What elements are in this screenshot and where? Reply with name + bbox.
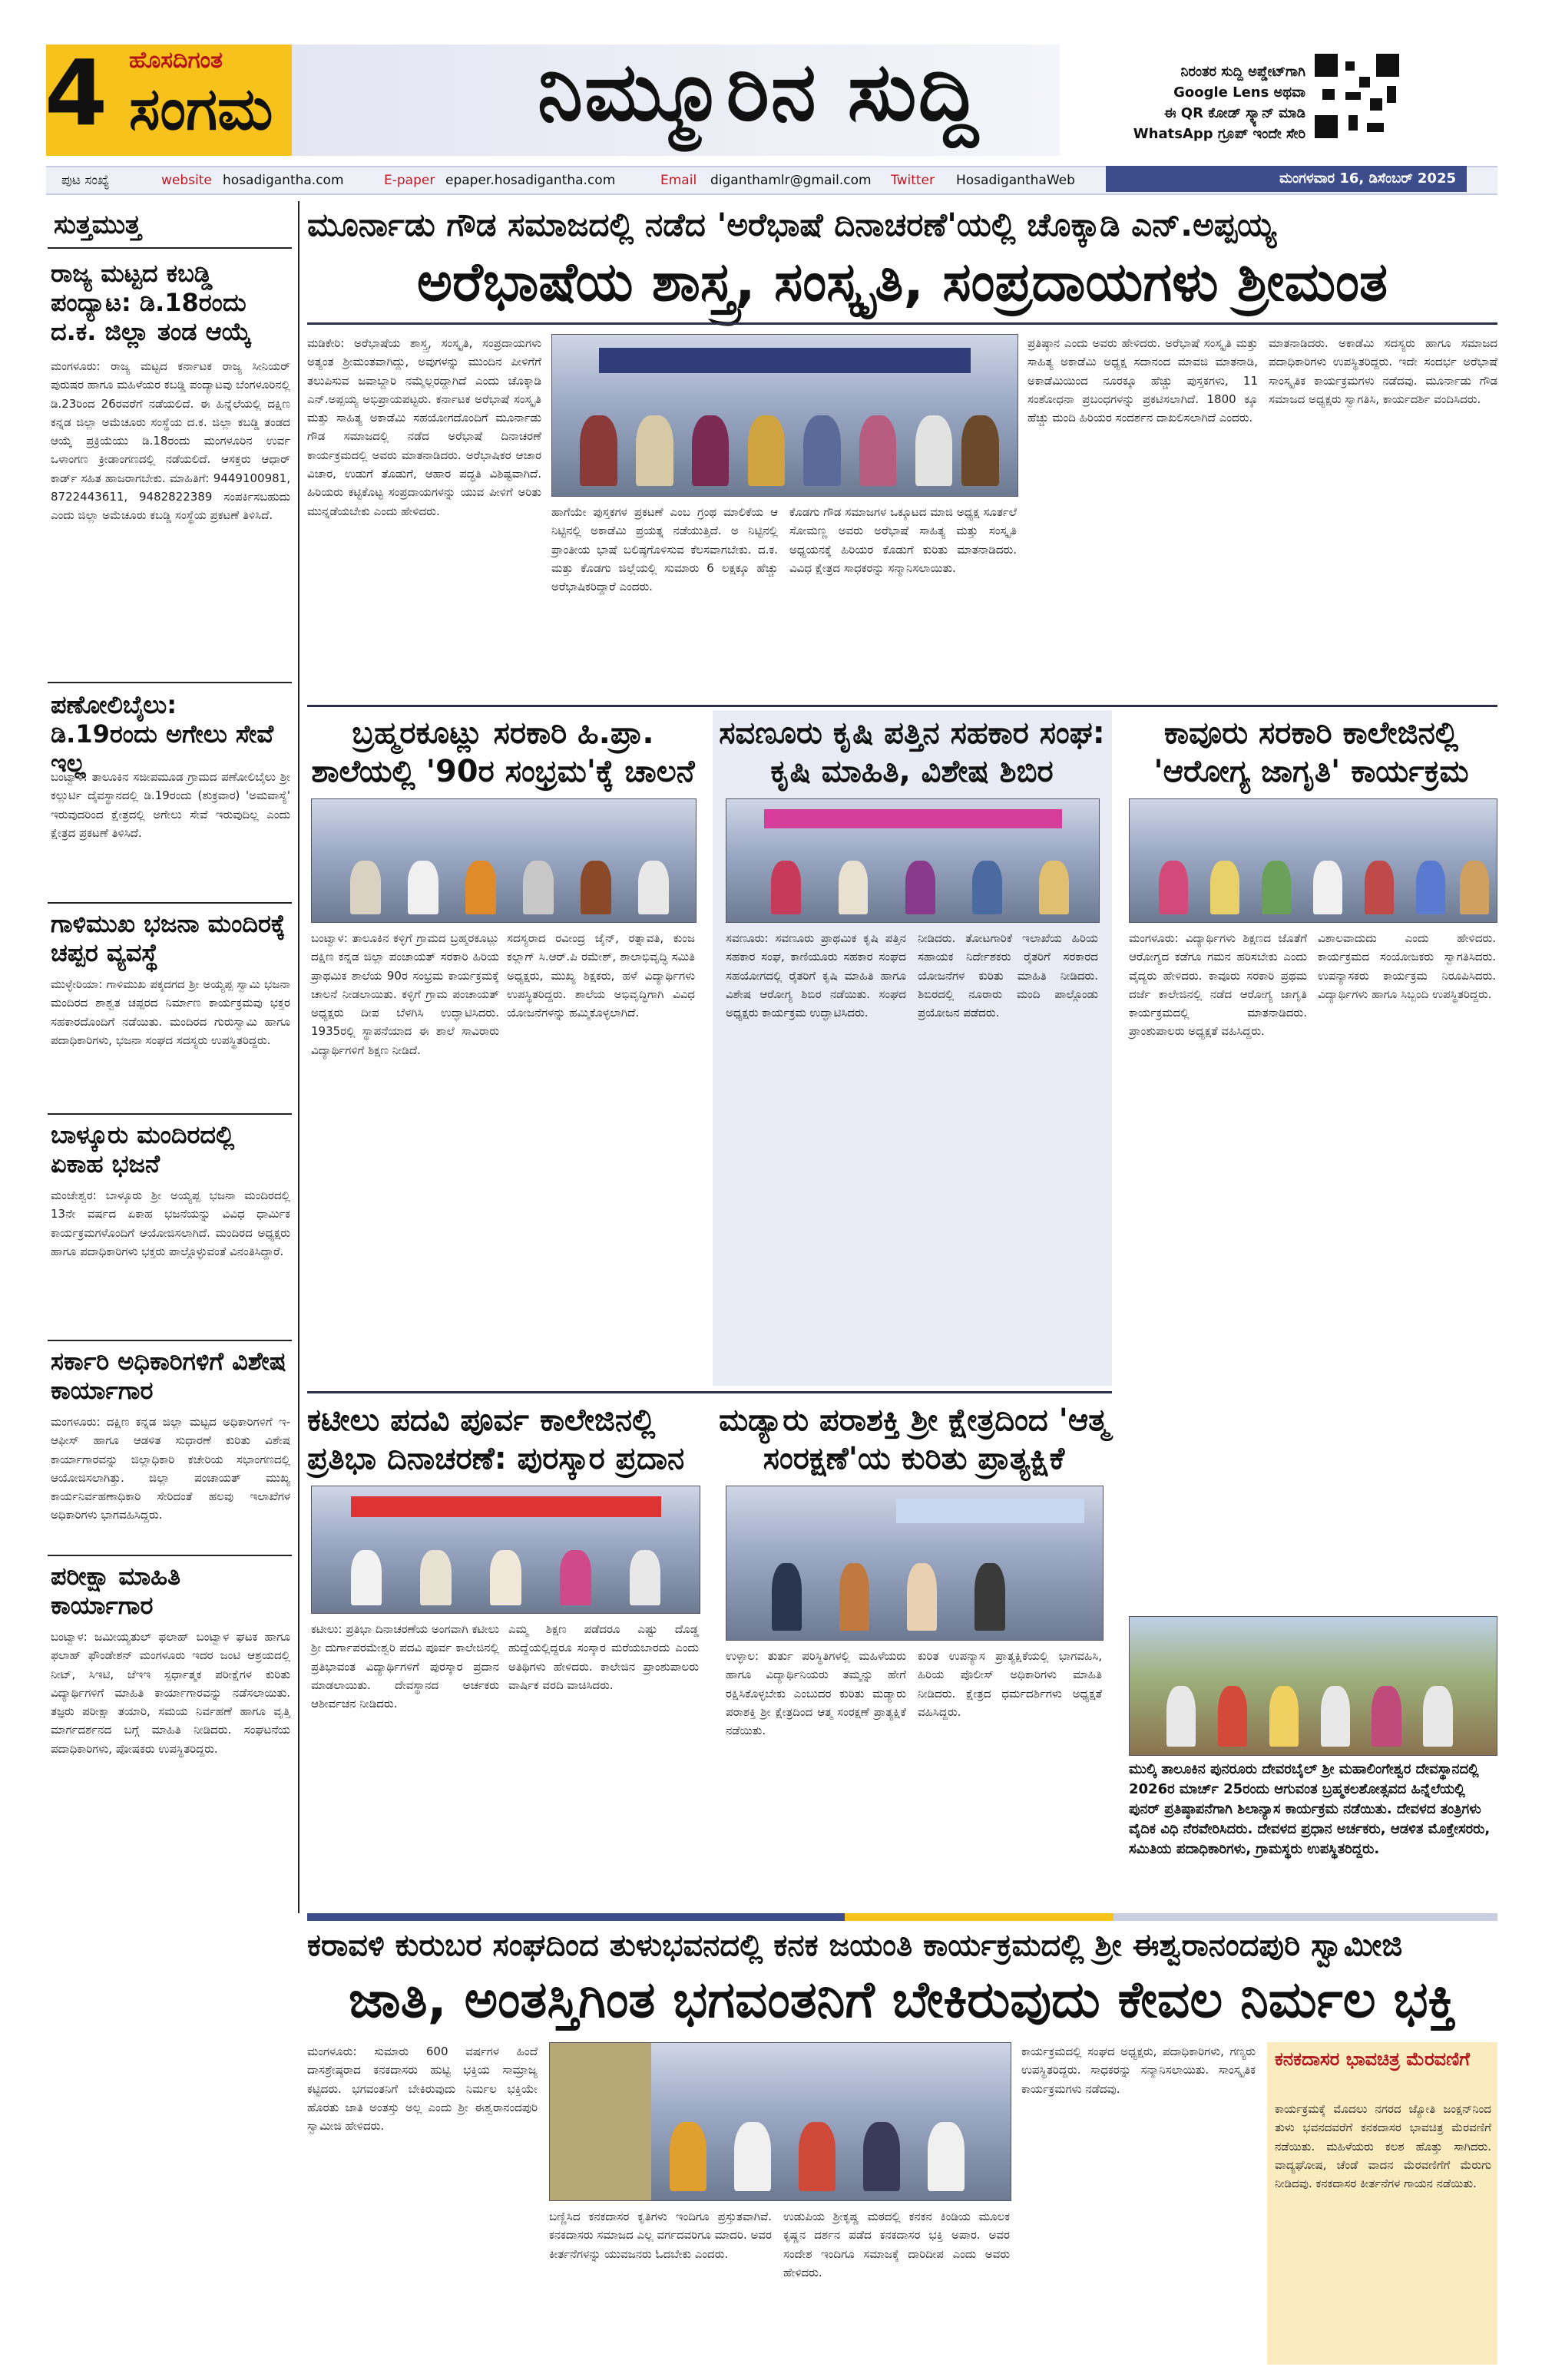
story-body: ಎಮ್ಮ ಶಿಕ್ಷಣ ಪಡೆದರೂ ಎಷ್ಟು ದೊಡ್ಡ ಹುದ್ದೆಯಲ್ಲಿದ್ದರೂ ಸಂಸ್ಕಾರ ಮರೆಯಬಾರದು ಎಂದು ಅತಿಥಿಗಳು ಹೇಳಿದರು. ಕಾಲೇಜಿನ ಪ್ರಾಂಶುಪಾಲರು ವಾರ್ಷಿಕ ವರದಿ ವಾಚಿಸಿದರು. (508, 1622, 699, 1692)
bottom-body: ಉಡುಪಿಯ ಶ್ರೀಕೃಷ್ಣ ಮಠದಲ್ಲಿ ಕನಕನ ಕಿಂಡಿಯ ಮೂಲಕ ಕೃಷ್ಣನ ದರ್ಶನ ಪಡೆದ ಕನಕದಾಸರ ಭಕ್ತಿ ಅಪಾರ. ಅವರ ಸಂದೇಶ ಇಂದಿಗೂ ಸಮಾಜಕ್ಕೆ ದಾರಿದೀಪ ಎಂದು ಅವರು ಹೇಳಿದರು. (783, 2210, 1010, 2279)
bottom-body: ಮಂಗಳೂರು: ಸುಮಾರು 600 ವರ್ಷಗಳ ಹಿಂದೆ ದಾಸಶ್ರೇಷ್ಠರಾದ ಕನಕದಾಸರು ಹುಟ್ಟಿ ಭಕ್ತಿಯ ಸಾಮ್ರಾಜ್ಯ ಕಟ್ಟಿದರು. ಭಗವಂತನಿಗೆ ಬೇಕಿರುವುದು ನಿರ್ಮಲ ಭಕ್ತಿಯೇ ಹೊರತು ಜಾತಿ ಅಂತಸ್ತು ಅಲ್ಲ ಎಂದು ಶ್ರೀ ಈಶ್ವರಾನಂದಪುರಿ ಸ್ವಾಮೀಜಿ ಹೇಳಿದರು. (307, 2044, 538, 2134)
accent-stripe (307, 1913, 845, 1921)
promo-line: Google Lens ಅಥವಾ (1173, 84, 1305, 101)
promo-line: WhatsApp ಗ್ರೂಪ್ ಇಂದೇ ಸೇರಿ (1133, 126, 1305, 142)
lead-headline: ಅರೆಭಾಷೆಯ ಶಾಸ್ತ್ರ, ಸಂಸ್ಕೃತಿ, ಸಂಪ್ರದಾಯಗಳು ಶ್ರೀಮಂತ (416, 250, 1388, 313)
bottom-kicker: ಕರಾವಳಿ ಕುರುಬರ ಸಂಘದಿಂದ ತುಳುಭವನದಲ್ಲಿ ಕನಕ ಜಯಂತಿ ಕಾರ್ಯಕ್ರಮದಲ್ಲಿ ಶ್ರೀ ಈಶ್ವರಾನಂದಪುರಿ ಸ್ವಾಮೀಜಿ (307, 1928, 1403, 1963)
brand-top: ಹೊಸದಿಗಂತ (129, 47, 223, 74)
divider (307, 322, 1497, 325)
temple-photo (1129, 1616, 1497, 1756)
story-body: ಸದಸ್ಯರಾದ ರವೀಂದ್ರ ಜೈನ್, ರತ್ನಾವತಿ, ಕುಂಜ ಕಲ್ಲಾಗ್ ಸಿ.ಆರ್.ಪಿ ರಮೇಶ್, ಶಾಲಾಭಿವೃದ್ಧಿ ಸಮಿತಿ ಅಧ್ಯಕ್ಷರು, ಮುಖ್ಯ ಶಿಕ್ಷಕರು, ಹಳೆ ವಿದ್ಯಾರ್ಥಿಗಳು ಉಪಸ್ಥಿತರಿದ್ದರು. ಶಾಲೆಯ ಅಭಿವೃದ್ಧಿಗಾಗಿ ವಿವಿಧ ಯೋಜನೆಗಳನ್ನು ಹಮ್ಮಿಕೊಳ್ಳಲಾಗಿದೆ. (507, 931, 695, 1020)
page-number: 4 (45, 40, 108, 146)
column-brand: ಸುತ್ತಮುತ್ತ (54, 210, 141, 240)
divider (48, 902, 292, 904)
story-body: ಕಟೀಲು: ಪ್ರತಿಭಾ ದಿನಾಚರಣೆಯ ಅಂಗವಾಗಿ ಕಟೀಲು ಶ್ರೀ ದುರ್ಗಾಪರಮೇಶ್ವರಿ ಪದವಿ ಪೂರ್ವ ಕಾಲೇಜಿನಲ್ಲಿ ಪ್ರತಿಭಾವಂತ ವಿದ್ಯಾರ್ಥಿಗಳಿಗೆ ಪುರಸ್ಕಾರ ಪ್ರದಾನ ಮಾಡಲಾಯಿತು. ದೇವಸ್ಥಾನದ ಅರ್ಚಕರು ಆಶೀರ್ವಚನ ನೀಡಿದರು. (311, 1622, 499, 1711)
story-body: ಕುರಿತ ಉಪನ್ಯಾಸ ಪ್ರಾತ್ಯಕ್ಷಿಕೆಯಲ್ಲಿ ಭಾಗವಹಿಸಿ, ಹಿರಿಯ ಪೊಲೀಸ್ ಅಧಿಕಾರಿಗಳು ಮಾಹಿತಿ ನೀಡಿದರು. ಕ್ಷೇತ್ರದ ಧರ್ಮದರ್ಶಿಗಳು ಅಧ್ಯಕ್ಷತೆ ವಹಿಸಿದ್ದರು. (918, 1649, 1102, 1719)
page-label: ಪುಟ ಸಂಖ್ಯೆ (61, 173, 110, 188)
twitter-link[interactable]: HosadiganthaWeb (956, 173, 1075, 188)
paper-title: ನಿಮ್ಮೂರಿನ ಸುದ್ದಿ (538, 45, 980, 139)
divider (48, 682, 292, 683)
story-headline: ಮಡ್ಯಾರು ಪರಾಶಕ್ತಿ ಶ್ರೀ ಕ್ಷೇತ್ರದಿಂದ 'ಆತ್ಮ ಸಂರಕ್ಷಣೆ'ಯ ಕುರಿತು ಪ್ರಾತ್ಯಕ್ಷಿಕೆ (719, 1403, 1109, 1476)
brand-name: ಸಂಗಮ (129, 74, 273, 143)
accent-stripe (845, 1913, 1113, 1921)
story-photo (726, 1486, 1104, 1641)
story-photo (311, 798, 697, 923)
left-item-headline: ಪರೀಕ್ಷಾ ಮಾಹಿತಿ ಕಾರ್ಯಾಗಾರ (51, 1562, 181, 1620)
left-item-headline: ಪಣೋಲಿಬೈಲು: ಡಿ.19ರಂದು ಅಗೇಲು ಸೇವೆ ಇಲ್ಲ (51, 690, 274, 778)
twitter-label: Twitter (891, 173, 935, 188)
story-body: ಬಂಟ್ವಾಳ: ತಾಲೂಕಿನ ಕಳ್ಳಿಗೆ ಗ್ರಾಮದ ಬ್ರಹ್ಮರಕೂಟ್ಲು ದಕ್ಷಿಣ ಕನ್ನಡ ಜಿಲ್ಲಾ ಪಂಚಾಯತ್ ಸರಕಾರಿ ಹಿರಿಯ ಪ್ರಾಥಮಿಕ ಶಾಲೆಯ 90ರ ಸಂಭ್ರಮ ಕಾರ್ಯಕ್ರಮಕ್ಕೆ ಚಾಲನೆ ನೀಡಲಾಯಿತು. ಕಳ್ಳಿಗೆ ಗ್ರಾಮ ಪಂಚಾಯತ್ ಅಧ್ಯಕ್ಷರು ದೀಪ ಬೆಳಗಿಸಿ ಉದ್ಘಾಟಿಸಿದರು. 1935ರಲ್ಲಿ ಸ್ಥಾಪನೆಯಾದ ಈ ಶಾಲೆ ಸಾವಿರಾರು ವಿದ್ಯಾರ್ಥಿಗಳಿಗೆ ಶಿಕ್ಷಣ ನೀಡಿದೆ. (311, 931, 499, 1057)
website-link[interactable]: hosadigantha.com (223, 173, 344, 188)
divider (307, 1391, 1112, 1393)
promo-line: ನಿರಂತರ ಸುದ್ದಿ ಅಪ್ಡೇಟ್‌ಗಾಗಿ (1180, 64, 1305, 80)
email-link[interactable]: diganthamlr@gmail.com (710, 173, 872, 188)
lead-body: ಮಡಿಕೇರಿ: ಅರೆಭಾಷೆಯ ಶಾಸ್ತ್ರ, ಸಂಸ್ಕೃತಿ, ಸಂಪ್ರದಾಯಗಳು ಅತ್ಯಂತ ಶ್ರೀಮಂತವಾಗಿದ್ದು, ಅವುಗಳನ್ನು ಮುಂದಿನ ಪೀಳಿಗೆಗೆ ತಲುಪಿಸುವ ಜವಾಬ್ದಾರಿ ನಮ್ಮೆಲ್ಲರದ್ದಾಗಿದೆ ಎಂದು ಚೊಕ್ಕಾಡಿ ಎನ್.ಅಪ್ಪಯ್ಯ ಅಭಿಪ್ರಾಯಪಟ್ಟರು. ಕರ್ನಾಟಕ ಅರೆಭಾಷೆ ಸಂಸ್ಕೃತಿ ಮತ್ತು ಸಾಹಿತ್ಯ ಅಕಾಡೆಮಿ ಸಹಯೋಗದೊಂದಿಗೆ ಮೂರ್ನಾಡು ಗೌಡ ಸಮಾಜದಲ್ಲಿ ನಡೆದ ಅರೆಭಾಷೆ ದಿನಾಚರಣೆ ಕಾರ್ಯಕ್ರಮದಲ್ಲಿ ಅವರು ಮಾತನಾಡಿದರು. ಅರೆಭಾಷಿಕರ ಆಚಾರ ವಿಚಾರ, ಉಡುಗೆ ತೊಡುಗೆ, ಆಹಾರ ಪದ್ಧತಿ ವಿಶಿಷ್ಟವಾಗಿದೆ. ಹಿರಿಯರು ಕಟ್ಟಿಕೊಟ್ಟ ಸಂಪ್ರದಾಯಗಳನ್ನು ಯುವ ಪೀಳಿಗೆ ಅರಿತು ಮುನ್ನಡೆಯಬೇಕು ಎಂದು ಹೇಳಿದರು. (307, 336, 541, 518)
left-item-headline: ರಾಜ್ಯ ಮಟ್ಟದ ಕಬಡ್ಡಿ ಪಂದ್ಯಾಟ: ಡಿ.18ರಂದು ದ.ಕ. ಜಿಲ್ಲಾ ತಂಡ ಆಯ್ಕೆ (51, 259, 252, 346)
bottom-body: ಬಣ್ಣಿಸಿದ ಕನಕದಾಸರ ಕೃತಿಗಳು ಇಂದಿಗೂ ಪ್ರಸ್ತುತವಾಗಿವೆ. ಕನಕದಾಸರು ಸಮಾಜದ ಎಲ್ಲ ವರ್ಗದವರಿಗೂ ಮಾದರಿ. ಅವರ ಕೀರ್ತನೆಗಳನ್ನು ಯುವಜನರು ಓದಬೇಕು ಎಂದರು. (549, 2210, 772, 2261)
lead-body: ಕೊಡಗು ಗೌಡ ಸಮಾಜಗಳ ಒಕ್ಕೂಟದ ಮಾಜಿ ಅಧ್ಯಕ್ಷ ಸೂರ್ತಲೆ ಸೋಮಣ್ಣ ಅವರು ಅರೆಭಾಷೆ ಸಾಹಿತ್ಯ ಮತ್ತು ಸಂಸ್ಕೃತಿ ಅಧ್ಯಯನಕ್ಕೆ ಹಿರಿಯರ ಕೊಡುಗೆ ಕುರಿತು ಮಾತನಾಡಿದರು. ವಿವಿಧ ಕ್ಷೇತ್ರದ ಸಾಧಕರನ್ನು ಸನ್ಮಾನಿಸಲಾಯಿತು. (789, 505, 1017, 575)
story-headline: ಕಾವೂರು ಸರಕಾರಿ ಕಾಲೇಜಿನಲ್ಲಿ 'ಆರೋಗ್ಯ ಜಾಗೃತಿ' ಕಾರ್ಯಕ್ರಮ (1153, 716, 1469, 789)
lead-photo (551, 334, 1018, 497)
left-item-body: ಮಂಜೇಶ್ವರ: ಬಾಳ್ಕೂರು ಶ್ರೀ ಅಯ್ಯಪ್ಪ ಭಜನಾ ಮಂದಿರದಲ್ಲಿ 13ನೇ ವರ್ಷದ ಏಕಾಹ ಭಜನೆಯನ್ನು ವಿವಿಧ ಧಾರ್ಮಿಕ ಕಾರ್ಯಕ್ರಮಗಳೊಂದಿಗೆ ಆಯೋಜಿಸಲಾಗಿದೆ. ಮಂದಿರದ ಅಧ್ಯಕ್ಷರು ಹಾಗೂ ಪದಾಧಿಕಾರಿಗಳು ಭಕ್ತರು ಪಾಲ್ಗೊಳ್ಳುವಂತೆ ವಿನಂತಿಸಿದ್ದಾರೆ. (51, 1188, 290, 1258)
left-item-body: ಬಂಟ್ವಾಳ: ಜಮೀಯ್ಯತುಲ್ ಫಲಾಹ್ ಬಂಟ್ವಾಳ ಘಟಕ ಹಾಗೂ ಫಲಾಹ್ ಫೌಂಡೇಶನ್ ಮಂಗಳೂರು ಇದರ ಜಂಟಿ ಆಶ್ರಯದಲ್ಲಿ ನೀಟ್, ಸಿಇಟಿ, ಜೆಇಇ ಸ್ಪರ್ಧಾತ್ಮಕ ಪರೀಕ್ಷೆಗಳ ಕುರಿತು ವಿದ್ಯಾರ್ಥಿಗಳಿಗೆ ಮಾಹಿತಿ ಕಾರ್ಯಾಗಾರವನ್ನು ನಡೆಸಲಾಯಿತು. ತಜ್ಞರು ಪರೀಕ್ಷಾ ತಯಾರಿ, ಸಮಯ ನಿರ್ವಹಣೆ ಹಾಗೂ ವೃತ್ತಿ ಮಾರ್ಗದರ್ಶನದ ಬಗ್ಗೆ ಮಾಹಿತಿ ನೀಡಿದರು. ಸಂಘಟನೆಯ ಪದಾಧಿಕಾರಿಗಳು, ಪೋಷಕರು ಉಪಸ್ಥಿತರಿದ್ದರು. (51, 1630, 290, 1756)
sidebox-title: ಕನಕದಾಸರ ಭಾವಚಿತ್ರ ಮೆರವಣಿಗೆ (1275, 2048, 1471, 2070)
bottom-photo (549, 2042, 1011, 2201)
accent-stripe (1113, 1913, 1497, 1921)
divider (48, 1555, 292, 1556)
divider (48, 1340, 292, 1341)
lead-body: ಪ್ರತಿಷ್ಠಾನ ಎಂದು ಅವರು ಹೇಳಿದರು. ಅರೆಭಾಷೆ ಸಂಸ್ಕೃತಿ ಮತ್ತು ಸಾಹಿತ್ಯ ಅಕಾಡೆಮಿ ಅಧ್ಯಕ್ಷ ಸದಾನಂದ ಮಾವಜಿ ಮಾತನಾಡಿ, ಅಕಾಡೆಮಿಯಿಂದ ನೂರಕ್ಕೂ ಹೆಚ್ಚು ಪುಸ್ತಕಗಳು, 11 ಸಂಶೋಧನಾ ಪ್ರಬಂಧಗಳನ್ನು ಪ್ರಕಟಿಸಲಾಗಿದೆ. 1800 ಕ್ಕೂ ಹೆಚ್ಚು ಮಂದಿ ಹಿರಿಯರ ಸಂದರ್ಶನ ದಾಖಲಿಸಲಾಗಿದೆ ಎಂದರು. (1027, 336, 1258, 425)
email-label: Email (660, 173, 697, 188)
left-item-headline: ಬಾಳ್ಕೂರು ಮಂದಿರದಲ್ಲಿ ಏಕಾಹ ಭಜನೆ (51, 1120, 235, 1178)
lead-body: ಮಾತನಾಡಿದರು. ಅಕಾಡೆಮಿ ಸದಸ್ಯರು ಹಾಗೂ ಸಮಾಜದ ಪದಾಧಿಕಾರಿಗಳು ಉಪಸ್ಥಿತರಿದ್ದರು. ಇದೇ ಸಂದರ್ಭ ಅರೆಭಾಷೆ ಸಾಂಸ್ಕೃತಿಕ ಕಾರ್ಯಕ್ರಮಗಳು ನಡೆದವು. ಮೂರ್ನಾಡು ಗೌಡ ಸಮಾಜದ ಅಧ್ಯಕ್ಷರು ಸ್ವಾಗತಿಸಿ, ಕಾರ್ಯದರ್ಶಿ ವಂದಿಸಿದರು. (1269, 336, 1497, 406)
qr-promo-text (1090, 61, 1305, 144)
epaper-link[interactable]: epaper.hosadigantha.com (445, 173, 616, 188)
sidebox (1267, 2042, 1497, 2365)
issue-date: ಮಂಗಳವಾರ 16, ಡಿಸೆಂಬರ್ 2025 (1106, 166, 1467, 192)
divider (48, 1113, 292, 1115)
story-body: ನೀಡಿದರು. ತೋಟಗಾರಿಕೆ ಇಲಾಖೆಯ ಹಿರಿಯ ಸಹಾಯಕ ನಿರ್ದೇಶಕರು ರೈತರಿಗೆ ಸರಕಾರದ ಯೋಜನೆಗಳ ಕುರಿತು ಮಾಹಿತಿ ನೀಡಿದರು. ಶಿಬಿರದಲ್ಲಿ ನೂರಾರು ಮಂದಿ ಪಾಲ್ಗೊಂಡು ಪ್ರಯೋಜನ ಪಡೆದರು. (918, 931, 1098, 1020)
column-divider (298, 201, 299, 1913)
divider (307, 705, 1497, 707)
left-item-body: ಬಂಟ್ವಾಳ: ತಾಲೂಕಿನ ಸಜೀಪಮೂಡ ಗ್ರಾಮದ ಪಣೋಲಿಬೈಲು ಶ್ರೀ ಕಲ್ಲುರ್ಟಿ ದೈವಸ್ಥಾನದಲ್ಲಿ ಡಿ.19ರಂದು (ಶುಕ್ರವಾರ) 'ಅಮವಾಸ್ಯೆ' ಇರುವುದರಿಂದ ಕ್ಷೇತ್ರದಲ್ಲಿ ಅಗೇಲು ಸೇವೆ ಇರುವುದಿಲ್ಲ ಎಂದು ಕ್ಷೇತ್ರದ ಪ್ರಕಟಣೆ ತಿಳಿಸಿದೆ. (51, 770, 290, 840)
sidebox-body: ಕಾರ್ಯಕ್ರಮಕ್ಕೆ ಮೊದಲು ನಗರದ ಜ್ಯೋತಿ ಜಂಕ್ಷನ್‌ನಿಂದ ತುಳು ಭವನದವರೆಗೆ ಕನಕದಾಸರ ಭಾವಚಿತ್ರ ಮೆರವಣಿಗೆ ನಡೆಯಿತು. ಮಹಿಳೆಯರು ಕಲಶ ಹೊತ್ತು ಸಾಗಿದರು. ವಾದ್ಯಘೋಷ, ಚೆಂಡೆ ವಾದನ ಮೆರವಣಿಗೆಗೆ ಮೆರುಗು ನೀಡಿದವು. ಕನಕದಾಸರ ಕೀರ್ತನೆಗಳ ಗಾಯನ ನಡೆಯಿತು. (1275, 2102, 1491, 2191)
epaper-label: E-paper (384, 173, 435, 188)
divider (48, 247, 292, 249)
story-headline: ಬ್ರಹ್ಮರಕೂಟ್ಲು ಸರಕಾರಿ ಹಿ.ಪ್ರಾ. ಶಾಲೆಯಲ್ಲಿ '90ರ ಸಂಭ್ರಮ'ಕ್ಕೆ ಚಾಲನೆ (311, 716, 695, 789)
bottom-headline: ಜಾತಿ, ಅಂತಸ್ತಿಗಿಂತ ಭಗವಂತನಿಗೆ ಬೇಕಿರುವುದು ಕೇವಲ ನಿರ್ಮಲ ಭಕ್ತಿ (348, 1970, 1457, 2029)
story-headline: ಕಟೀಲು ಪದವಿ ಪೂರ್ವ ಕಾಲೇಜಿನಲ್ಲಿ ಪ್ರತಿಭಾ ದಿನಾಚರಣೆ: ಪುರಸ್ಕಾರ ಪ್ರದಾನ (307, 1403, 685, 1476)
qr-code-icon[interactable] (1315, 54, 1399, 138)
left-item-body: ಮುಳ್ಳೇರಿಯಾ: ಗಾಳಿಮುಖ ಪಕ್ಕದಗದ ಶ್ರೀ ಅಯ್ಯಪ್ಪ ಸ್ವಾಮಿ ಭಜನಾ ಮಂದಿರದ ಶಾಶ್ವತ ಚಪ್ಪರದ ನಿರ್ಮಾಣ ಕಾರ್ಯಕ್ರಮವು ಭಕ್ತರ ಸಹಕಾರದೊಂದಿಗೆ ನಡೆಯಿತು. ಮಂದಿರದ ಗುರುಸ್ವಾಮಿ ಹಾಗೂ ಪದಾಧಿಕಾರಿಗಳು, ಭಜನಾ ಸಂಘದ ಸದಸ್ಯರು ಉಪಸ್ಥಿತರಿದ್ದರು. (51, 977, 290, 1047)
left-item-body: ಮಂಗಳೂರು: ದಕ್ಷಿಣ ಕನ್ನಡ ಜಿಲ್ಲಾ ಮಟ್ಟದ ಅಧಿಕಾರಿಗಳಿಗೆ ಇ-ಆಫೀಸ್ ಹಾಗೂ ಆಡಳಿತ ಸುಧಾರಣೆ ಕುರಿತು ವಿಶೇಷ ಕಾರ್ಯಾಗಾರವನ್ನು ಜಿಲ್ಲಾಧಿಕಾರಿ ಕಚೇರಿಯ ಸಭಾಂಗಣದಲ್ಲಿ ಆಯೋಜಿಸಲಾಗಿತ್ತು. ಜಿಲ್ಲಾ ಪಂಚಾಯತ್ ಮುಖ್ಯ ಕಾರ್ಯನಿರ್ವಹಣಾಧಿಕಾರಿ ಸೇರಿದಂತೆ ಹಲವು ಇಲಾಖೆಗಳ ಅಧಿಕಾರಿಗಳು ಭಾಗವಹಿಸಿದ್ದರು. (51, 1415, 290, 1522)
bottom-body: ಕಾರ್ಯಕ್ರಮದಲ್ಲಿ ಸಂಘದ ಅಧ್ಯಕ್ಷರು, ಪದಾಧಿಕಾರಿಗಳು, ಗಣ್ಯರು ಉಪಸ್ಥಿತರಿದ್ದರು. ಸಾಧಕರನ್ನು ಸನ್ಮಾನಿಸಲಾಯಿತು. ಸಾಂಸ್ಕೃತಿಕ ಕಾರ್ಯಕ್ರಮಗಳು ನಡೆದವು. (1021, 2044, 1256, 2096)
story-photo (1129, 798, 1497, 923)
story-body: ಮಂಗಳೂರು: ವಿದ್ಯಾರ್ಥಿಗಳು ಶಿಕ್ಷಣದ ಜೊತೆಗೆ ಆರೋಗ್ಯದ ಕಡೆಗೂ ಗಮನ ಹರಿಸಬೇಕು ಎಂದು ವೈದ್ಯರು ಹೇಳಿದರು. ಕಾವೂರು ಸರಕಾರಿ ಪ್ರಥಮ ದರ್ಜೆ ಕಾಲೇಜಿನಲ್ಲಿ ನಡೆದ ಆರೋಗ್ಯ ಜಾಗೃತಿ ಕಾರ್ಯಕ್ರಮದಲ್ಲಿ ಮಾತನಾಡಿದರು. ಪ್ರಾಂಶುಪಾಲರು ಅಧ್ಯಕ್ಷತೆ ವಹಿಸಿದ್ದರು. (1129, 931, 1307, 1039)
story-body: ಉಳ್ಳಾಲ: ತುರ್ತು ಪರಿಸ್ಥಿತಿಗಳಲ್ಲಿ ಮಹಿಳೆಯರು ಹಾಗೂ ವಿದ್ಯಾರ್ಥಿನಿಯರು ತಮ್ಮನ್ನು ಹೇಗೆ ರಕ್ಷಿಸಿಕೊಳ್ಳಬೇಕು ಎಂಬುದರ ಕುರಿತು ಮಡ್ಯಾರು ಪರಾಶಕ್ತಿ ಶ್ರೀ ಕ್ಷೇತ್ರದಿಂದ ಆತ್ಮ ಸಂರಕ್ಷಣೆ ಪ್ರಾತ್ಯಕ್ಷಿಕೆ ನಡೆಯಿತು. (726, 1649, 906, 1738)
left-item-body: ಮಂಗಳೂರು: ರಾಜ್ಯ ಮಟ್ಟದ ಕರ್ನಾಟಕ ರಾಜ್ಯ ಸೀನಿಯರ್ ಪುರುಷರ ಹಾಗೂ ಮಹಿಳೆಯರ ಕಬಡ್ಡಿ ಪಂದ್ಯಾಟವು ಬೆಂಗಳೂರಿನಲ್ಲಿ ಡಿ.23ರಿಂದ 26ರವರೆಗೆ ನಡೆಯಲಿದೆ. ಈ ಹಿನ್ನೆಲೆಯಲ್ಲಿ ದಕ್ಷಿಣ ಕನ್ನಡ ಜಿಲ್ಲಾ ಅಮೆಚೂರು ಸಂಸ್ಥೆಯ ದ.ಕ. ಜಿಲ್ಲಾ ಕಬಡ್ಡಿ ತಂಡದ ಆಯ್ಕೆ ಪ್ರಕ್ರಿಯೆಯು ಡಿ.18ರಂದು ಮಂಗಳೂರಿನ ಉರ್ವ ಒಳಾಂಗಣ ಕ್ರೀಡಾಂಗಣದಲ್ಲಿ ನಡೆಯಲಿದೆ. ಆಸಕ್ತರು ಆಧಾರ್ ಕಾರ್ಡ್ ಸಹಿತ ಹಾಜರಾಗಬೇಕು. ಮಾಹಿತಿಗೆ: 9449100981, 8722443611, 9482822389 ಸಂಪರ್ಕಿಸಬಹುದು ಎಂದು ಜಿಲ್ಲಾ ಅಮೆಚೂರು ಕಬಡ್ಡಿ ಸಂಸ್ಥೆಯ ಪ್ರಕಟಣೆ ತಿಳಿಸಿದೆ. (51, 359, 290, 523)
story-photo (311, 1486, 700, 1614)
left-item-headline: ಗಾಳಿಮುಖ ಭಜನಾ ಮಂದಿರಕ್ಕೆ ಚಪ್ಪರ ವ್ಯವಸ್ಥೆ (51, 909, 286, 967)
story-headline: ಸವಣೂರು ಕೃಷಿ ಪತ್ತಿನ ಸಹಕಾರ ಸಂಘ: ಕೃಷಿ ಮಾಹಿತಿ, ವಿಶೇಷ ಶಿಬಿರ (719, 716, 1105, 789)
story-body: ಸವಣೂರು: ಸವಣೂರು ಪ್ರಾಥಮಿಕ ಕೃಷಿ ಪತ್ತಿನ ಸಹಕಾರ ಸಂಘ, ಕಾಣಿಯೂರು ಸಹಕಾರ ಸಂಘದ ಸಹಯೋಗದಲ್ಲಿ ರೈತರಿಗೆ ಕೃಷಿ ಮಾಹಿತಿ ಹಾಗೂ ವಿಶೇಷ ಆರೋಗ್ಯ ಶಿಬಿರ ನಡೆಯಿತು. ಸಂಘದ ಅಧ್ಯಕ್ಷರು ಕಾರ್ಯಕ್ರಮ ಉದ್ಘಾಟಿಸಿದರು. (726, 931, 906, 1020)
lead-body: ಹಾಗೆಯೇ ಪುಸ್ತಕಗಳ ಪ್ರಕಟಣೆ ಎಂಬ ಗ್ರಂಥ ಮಾಲಿಕೆಯ ಆ ನಿಟ್ಟಿನಲ್ಲಿ ಅಕಾಡೆಮಿ ಪ್ರಯತ್ನ ನಡೆಯುತ್ತಿದೆ. ಅ ನಿಟ್ಟಿನಲ್ಲಿ ಪ್ರಾಂತೀಯ ಭಾಷೆ ಬಲಿಷ್ಠಗೊಳಿಸುವ ಕೆಲಸವಾಗಬೇಕು. ದ.ಕ. ಮತ್ತು ಕೊಡಗು ಜಿಲ್ಲೆಯಲ್ಲಿ ಸುಮಾರು 6 ಲಕ್ಷಕ್ಕೂ ಹೆಚ್ಚು ಅರೆಭಾಷಿಕರಿದ್ದಾರೆ ಎಂದರು. (551, 505, 778, 594)
promo-line: ಈ QR ಕೋಡ್ ಸ್ಕ್ಯಾನ್ ಮಾಡಿ (1163, 105, 1305, 121)
story-photo (726, 798, 1100, 923)
photo-caption: ಮುಲ್ಕಿ ತಾಲೂಕಿನ ಪುನರೂರು ದೇವರಬೈಲ್ ಶ್ರೀ ಮಹಾಲಿಂಗೇಶ್ವರ ದೇವಸ್ಥಾನದಲ್ಲಿ 2026ರ ಮಾರ್ಚ್ 25ರಂದು ಆಗುವಂತ ಬ್ರಹ್ಮಕಲಶೋತ್ಸವದ ಹಿನ್ನೆಲೆಯಲ್ಲಿ ಪುನರ್ ಪ್ರತಿಷ್ಠಾಪನೆಗಾಗಿ ಶಿಲಾನ್ಯಾಸ ಕಾರ್ಯಕ್ರಮ ನಡೆಯಿತು. ದೇವಳದ ತಂತ್ರಿಗಳು ವೈದಿಕ ವಿಧಿ ನೆರವೇರಿಸಿದರು. ದೇವಳದ ಪ್ರಧಾನ ಅರ್ಚಕರು, ಆಡಳಿತ ಮೊಕ್ತೇಸರರು, ಸಮಿತಿಯ ಪದಾಧಿಕಾರಿಗಳು, ಗ್ರಾಮಸ್ಥರು ಉಪಸ್ಥಿತರಿದ್ದರು. (1129, 1761, 1491, 1858)
lead-kicker: ಮೂರ್ನಾಡು ಗೌಡ ಸಮಾಜದಲ್ಲಿ ನಡೆದ 'ಅರೆಭಾಷೆ ದಿನಾಚರಣೆ'ಯಲ್ಲಿ ಚೊಕ್ಕಾಡಿ ಎನ್.ಅಪ್ಪಯ್ಯ (307, 206, 1276, 243)
story-body: ವಿಶಾಲವಾದುದು ಎಂದು ಹೇಳಿದರು. ಕಾರ್ಯಕ್ರಮದ ಸಂಯೋಜಕರು ಸ್ವಾಗತಿಸಿದರು. ಉಪನ್ಯಾಸಕರು ಕಾರ್ಯಕ್ರಮ ನಿರೂಪಿಸಿದರು. ವಿದ್ಯಾರ್ಥಿಗಳು ಹಾಗೂ ಸಿಬ್ಬಂದಿ ಉಪಸ್ಥಿತರಿದ್ದರು. (1318, 931, 1496, 1001)
masthead (0, 0, 1542, 165)
website-label: website (161, 173, 212, 188)
left-item-headline: ಸರ್ಕಾರಿ ಅಧಿಕಾರಿಗಳಿಗೆ ವಿಶೇಷ ಕಾರ್ಯಾಗಾರ (51, 1347, 286, 1405)
